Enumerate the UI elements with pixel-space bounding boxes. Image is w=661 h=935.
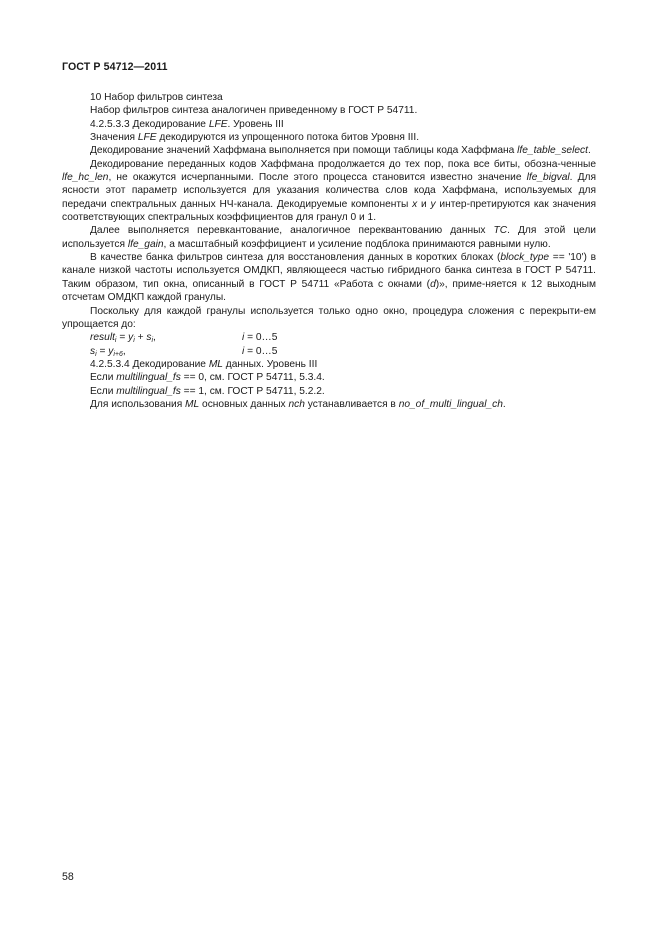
- paragraph: Поскольку для каждой гранулы используется только одно окно, процедура сложения с перекрыти-ем упрощается до:: [62, 305, 596, 330]
- formula-overlap-add: result$_i$ = $y_i + s_i$, i = 0…5: [90, 332, 278, 345]
- standard-header: ГОСТ Р 54712—2011: [62, 61, 168, 73]
- paragraph: Для использования ML основных данных nch устанавливается в no_of_multi_lingual_ch.: [90, 398, 506, 410]
- formula-state-update: $s_i = y_{i+6}$, i = 0…5: [90, 345, 278, 358]
- formula-condition: i = 0…5: [242, 332, 278, 344]
- page-number: 58: [62, 871, 74, 883]
- paragraph: Декодирование значений Хаффмана выполняется при помощи таблицы кода Хаффмана lfe_table_select.: [90, 145, 591, 157]
- paragraph: Если multilingual_fs == 0, см. ГОСТ Р 54711, 5.3.4.: [90, 372, 325, 384]
- section-heading-synthesis-filterbank: 10 Набор фильтров синтеза: [90, 92, 223, 103]
- subsection-heading-ml: 4.2.5.3.4 Декодирование ML данных. Уровень III: [90, 358, 318, 370]
- paragraph: Если multilingual_fs == 1, см. ГОСТ Р 54711, 5.2.2.: [90, 385, 325, 397]
- paragraph: В качестве банка фильтров синтеза для восстановления данных в коротких блоках (block_type == '10') в канале низкой частоты используется ОМДКП, являющееся частью гибридного банка синтеза в ГОСТ Р 54711. Таким образом, тип окна, описанный в ГОСТ Р 54711 «Работа с окнами (d)», приме-няется к 12 выходным отсчетам ОМДКП каждой гранулы.: [62, 252, 597, 304]
- paragraph: Далее выполняется перевкантование, аналогичное переквантованию данных TC. Для этой цели используется lfe_gain, а масштабный коэффициент и усиление подблока принимаются равными нулю.: [62, 225, 596, 250]
- subsection-heading-lfe: 4.2.5.3.3 Декодирование LFE. Уровень III: [90, 118, 284, 130]
- paragraph: Декодирование переданных кодов Хаффмана продолжается до тех пор, пока все биты, обозна-ченные lfe_hc_len, не окажутся исчерпанными. После этого процесса становится известно значение lfe_bigval. Для ясности этот параметр используется для указания количества слов кода Хаффмана, используемых для передачи спектральных данных НЧ-канала. Декодируемые компоненты x и y интер-претируются как значения соответствующих спектральных коэффициентов для гранул 0 и 1.: [62, 158, 596, 224]
- formula-condition: i = 0…5: [242, 345, 278, 357]
- paragraph: Значения LFE декодируются из упрощенного потока битов Уровня III.: [90, 132, 420, 144]
- paragraph: Набор фильтров синтеза аналогичен приведенному в ГОСТ Р 54711.: [90, 105, 418, 117]
- document-body: [62, 91, 596, 411]
